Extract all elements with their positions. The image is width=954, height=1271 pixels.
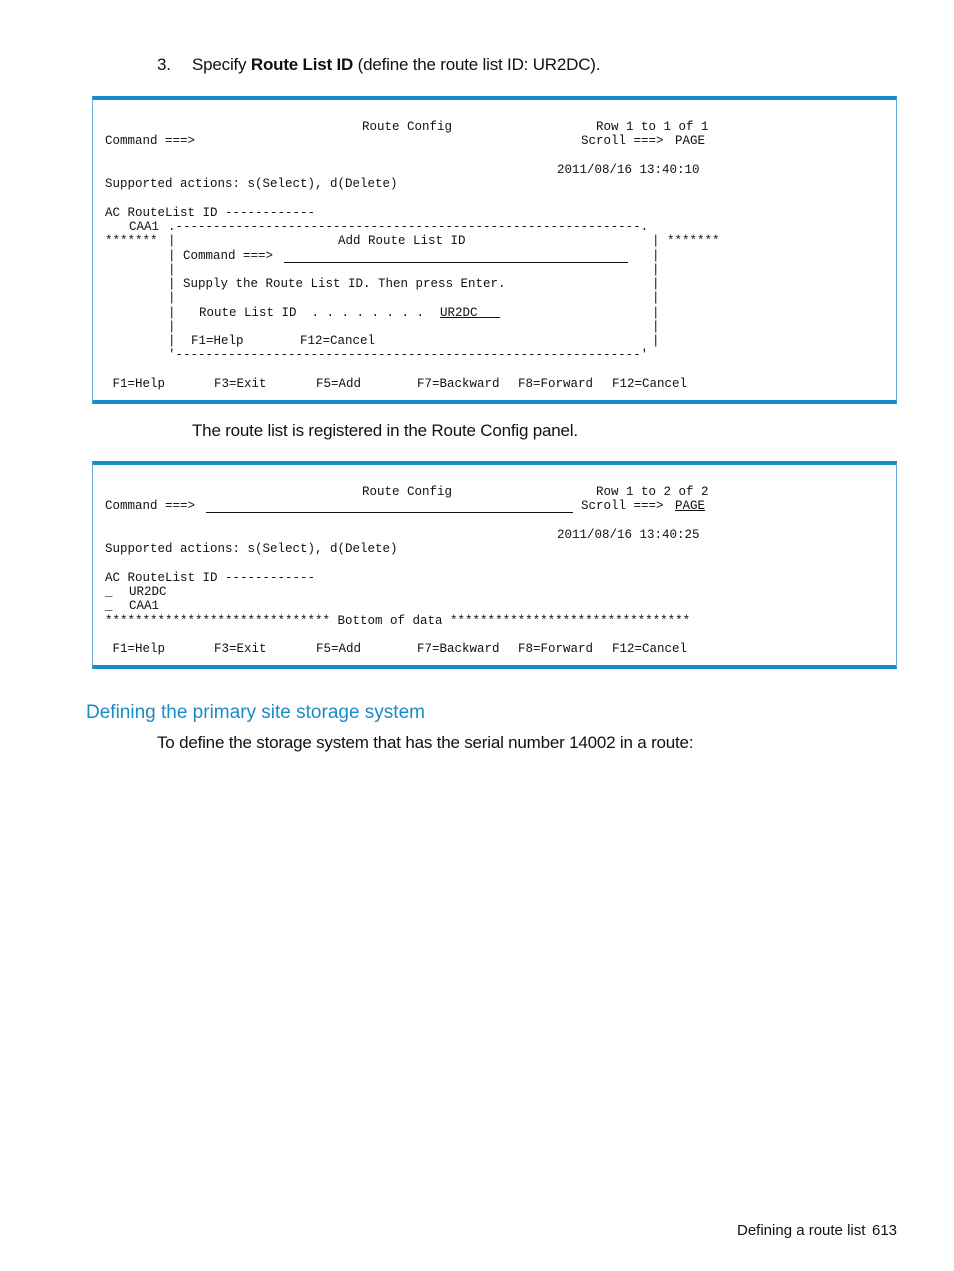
popup-border-bar: |	[652, 234, 660, 248]
fkey-forward[interactable]: F8=Forward	[518, 377, 594, 391]
list-item: CAA1	[129, 220, 160, 234]
timestamp: 2011/08/16 13:40:10	[557, 163, 700, 177]
screen-title: Route Config	[362, 485, 453, 499]
popup-border-bar: |	[652, 334, 660, 348]
popup-border-bar: |	[168, 306, 176, 320]
popup-border-bar: |	[168, 334, 176, 348]
fkey-help[interactable]: F1=Help	[105, 642, 166, 656]
command-label: Command ===>	[105, 499, 196, 513]
screen-title: Route Config	[362, 120, 453, 134]
popup-title: Add Route List ID	[338, 234, 466, 248]
column-header: AC RouteList ID ------------	[105, 206, 316, 220]
popup-border-bar: |	[168, 320, 176, 334]
fkey-cancel[interactable]: F12=Cancel	[612, 377, 688, 391]
footer-section-title: Defining a route list	[737, 1222, 866, 1239]
row-info: Row 1 to 1 of 1	[596, 120, 709, 134]
command-label: Command ===>	[105, 134, 196, 148]
route-config-screen-list	[92, 461, 897, 669]
popup-bottom-border: '--------------------------------------------------------------'	[168, 348, 649, 362]
step-3-instruction	[157, 55, 600, 75]
row-action-field[interactable]: _	[105, 599, 113, 613]
section-heading: Defining the primary site storage system	[86, 702, 425, 723]
fkey-add[interactable]: F5=Add	[316, 377, 362, 391]
list-item: CAA1	[129, 599, 160, 613]
fkey-add[interactable]: F5=Add	[316, 642, 362, 656]
popup-command-label: Command ===>	[183, 249, 274, 263]
row-action-field[interactable]: _	[105, 585, 113, 599]
fkey-help[interactable]: F1=Help	[105, 377, 166, 391]
page-number: 613	[872, 1222, 898, 1239]
row-info: Row 1 to 2 of 2	[596, 485, 709, 499]
scroll-value: PAGE	[675, 134, 706, 148]
command-input[interactable]	[206, 512, 573, 513]
popup-border-bar: |	[652, 249, 660, 263]
route-list-id-label: Route List ID . . . . . . . .	[199, 306, 425, 320]
popup-border-bar: |	[168, 249, 176, 263]
column-header: AC RouteList ID ------------	[105, 571, 316, 585]
scroll-value-input[interactable]: PAGE	[675, 499, 706, 513]
supported-actions: Supported actions: s(Select), d(Delete)	[105, 542, 398, 556]
popup-border-bar: |	[652, 277, 660, 291]
popup-border-bar: |	[168, 277, 176, 291]
fkey-backward[interactable]: F7=Backward	[417, 642, 500, 656]
popup-border-bar: |	[168, 263, 176, 277]
bottom-of-data: ****************************** Bottom of data ********************************	[105, 614, 691, 628]
fkey-exit[interactable]: F3=Exit	[214, 377, 267, 391]
route-list-id-input[interactable]: UR2DC	[440, 306, 501, 320]
fkey-forward[interactable]: F8=Forward	[518, 642, 594, 656]
caption-text: The route list is registered in the Route Config panel.	[192, 421, 578, 440]
popup-border-bar: |	[652, 291, 660, 305]
popup-command-input[interactable]	[284, 262, 628, 263]
popup-f12-cancel[interactable]: F12=Cancel	[300, 334, 376, 348]
left-stars: *******	[105, 234, 158, 248]
step-text-before: Specify	[192, 55, 251, 74]
list-item: UR2DC	[129, 585, 167, 599]
popup-top-border: .--------------------------------------------------------------.	[168, 220, 649, 234]
fkey-cancel[interactable]: F12=Cancel	[612, 642, 688, 656]
popup-border-bar: |	[652, 320, 660, 334]
scroll-label: Scroll ===>	[581, 134, 664, 148]
scroll-label: Scroll ===>	[581, 499, 664, 513]
step-bold-term: Route List ID	[250, 55, 354, 74]
popup-border-bar: |	[168, 291, 176, 305]
popup-border-bar: |	[652, 306, 660, 320]
supported-actions: Supported actions: s(Select), d(Delete)	[105, 177, 398, 191]
intro-text: To define the storage system that has the serial number 14002 in a route:	[157, 733, 694, 752]
popup-border-bar: |	[652, 263, 660, 277]
step-number: 3.	[157, 55, 171, 74]
popup-border-bar: |	[168, 234, 176, 248]
right-stars: *******	[667, 234, 720, 248]
popup-instruction: Supply the Route List ID. Then press Enter.	[183, 277, 506, 291]
step-text-after: (define the route list ID: UR2DC).	[353, 55, 601, 74]
route-config-screen-add-popup	[92, 96, 897, 404]
popup-f1-help[interactable]: F1=Help	[191, 334, 244, 348]
timestamp: 2011/08/16 13:40:25	[557, 528, 700, 542]
fkey-exit[interactable]: F3=Exit	[214, 642, 267, 656]
fkey-backward[interactable]: F7=Backward	[417, 377, 500, 391]
